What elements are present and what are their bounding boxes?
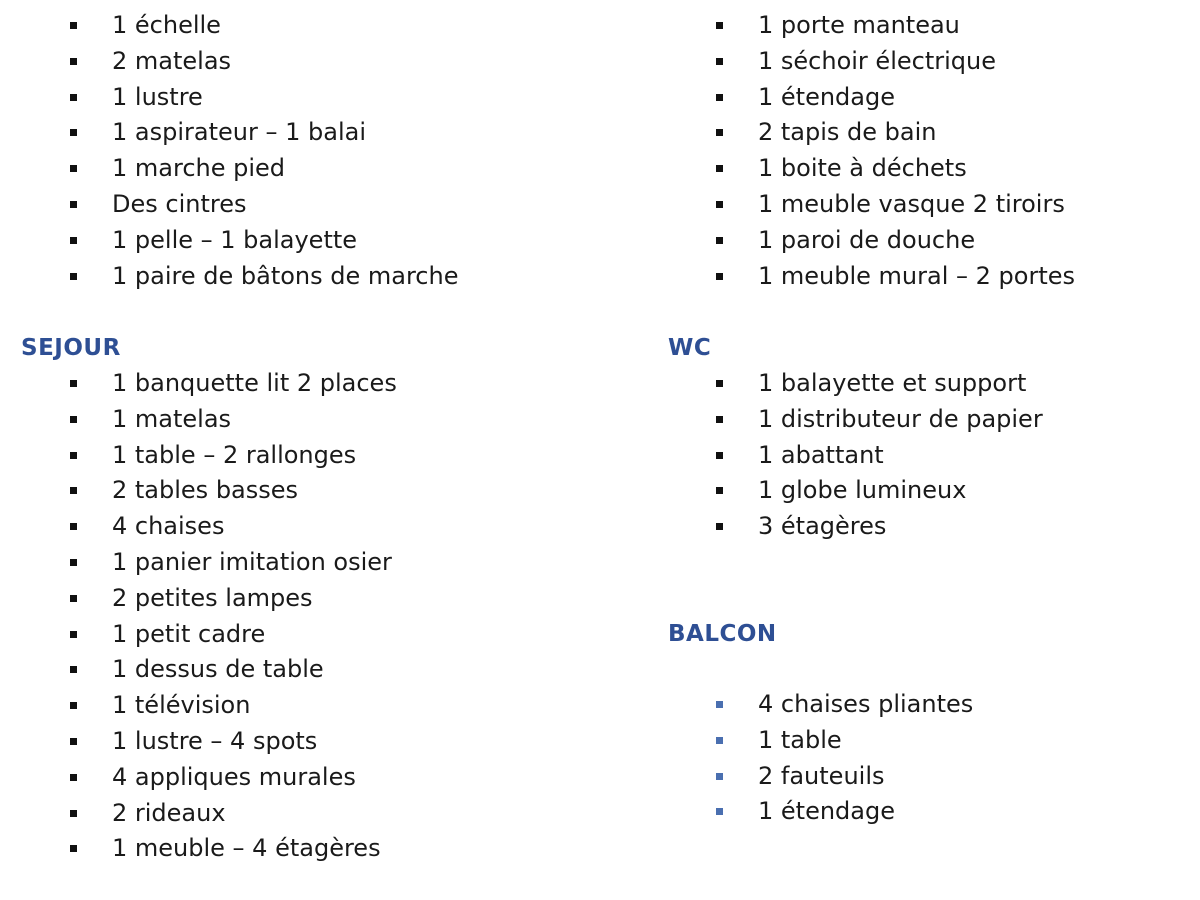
list-item-label: 1 porte manteau xyxy=(758,11,960,39)
square-bullet-icon xyxy=(70,380,77,387)
list-item xyxy=(0,760,397,796)
list-item xyxy=(0,187,458,223)
list-item-label: 1 paire de bâtons de marche xyxy=(112,261,459,290)
sejour-heading: SEJOUR xyxy=(21,335,121,361)
square-bullet-icon xyxy=(70,201,77,208)
list-item-label: 1 dessus de table xyxy=(112,655,324,684)
list-item xyxy=(0,545,397,581)
square-bullet-icon xyxy=(716,129,723,136)
list-item-label: Des cintres xyxy=(112,189,247,218)
square-bullet-icon xyxy=(716,452,723,459)
list-item-label: 1 échelle xyxy=(112,11,221,39)
square-bullet-icon xyxy=(70,416,77,423)
list-item-label: 2 rideaux xyxy=(112,798,226,827)
list-item-label: 1 boite à déchets xyxy=(758,154,967,183)
square-bullet-icon xyxy=(716,165,723,172)
square-bullet-icon xyxy=(716,773,723,780)
list-item-label: 1 banquette lit 2 places xyxy=(112,369,397,397)
list-item xyxy=(0,44,458,80)
list-item xyxy=(646,687,973,723)
balcon-heading: BALCON xyxy=(668,621,777,647)
list-item xyxy=(0,402,397,438)
list-item-label: 2 petites lampes xyxy=(112,583,313,612)
square-bullet-icon xyxy=(716,487,723,494)
list-item-label: 1 matelas xyxy=(112,404,232,433)
list-item-label: 1 pelle – 1 balayette xyxy=(112,225,358,254)
square-bullet-icon xyxy=(70,487,77,494)
square-bullet-icon xyxy=(716,237,723,244)
list-item xyxy=(646,187,1075,223)
square-bullet-icon xyxy=(70,129,77,136)
square-bullet-icon xyxy=(70,165,77,172)
list-item-label: 1 meuble – 4 étagères xyxy=(112,834,381,863)
square-bullet-icon xyxy=(716,273,723,280)
right-top-list xyxy=(646,8,1075,294)
list-item-label: 1 table – 2 rallonges xyxy=(112,440,357,469)
list-item xyxy=(646,438,1043,474)
list-item xyxy=(0,366,397,402)
list-item xyxy=(646,759,973,795)
square-bullet-icon xyxy=(716,523,723,530)
list-item xyxy=(0,151,458,187)
square-bullet-icon xyxy=(70,452,77,459)
list-item xyxy=(0,509,397,545)
square-bullet-icon xyxy=(70,94,77,101)
list-item xyxy=(646,151,1075,187)
square-bullet-icon xyxy=(70,273,77,280)
list-item xyxy=(646,473,1043,509)
list-item xyxy=(0,796,397,832)
list-item xyxy=(646,80,1075,116)
list-item xyxy=(0,8,458,44)
list-item-label: 2 matelas xyxy=(112,46,232,75)
list-item-label: 1 balayette et support xyxy=(758,369,1027,397)
list-item xyxy=(0,617,397,653)
square-bullet-icon xyxy=(70,774,77,781)
list-item-label: 1 marche pied xyxy=(112,154,286,183)
square-bullet-icon xyxy=(70,810,77,817)
square-bullet-icon xyxy=(716,201,723,208)
square-bullet-icon xyxy=(70,666,77,673)
left-top-list xyxy=(0,8,458,294)
list-item-label: 1 meuble mural – 2 portes xyxy=(758,261,1076,290)
list-item-label: 1 petit cadre xyxy=(112,619,266,648)
square-bullet-icon xyxy=(716,380,723,387)
list-item xyxy=(646,366,1043,402)
square-bullet-icon xyxy=(70,702,77,709)
list-item-label: 2 tables basses xyxy=(112,476,299,505)
list-item-label: 1 lustre xyxy=(112,82,203,111)
list-item-label: 2 fauteuils xyxy=(758,761,885,790)
square-bullet-icon xyxy=(716,58,723,65)
list-item-label: 4 chaises pliantes xyxy=(758,690,974,718)
list-item xyxy=(0,438,397,474)
list-item-label: 1 étendage xyxy=(758,797,895,826)
list-item-label: 4 appliques murales xyxy=(112,762,356,791)
square-bullet-icon xyxy=(70,22,77,29)
square-bullet-icon xyxy=(716,22,723,29)
list-item xyxy=(0,831,397,867)
square-bullet-icon xyxy=(70,845,77,852)
square-bullet-icon xyxy=(70,237,77,244)
list-item xyxy=(0,581,397,617)
list-item xyxy=(646,223,1075,259)
list-item-label: 1 panier imitation osier xyxy=(112,547,392,576)
square-bullet-icon xyxy=(70,738,77,745)
square-bullet-icon xyxy=(716,701,723,708)
square-bullet-icon xyxy=(70,523,77,530)
list-item xyxy=(0,473,397,509)
wc-list xyxy=(646,366,1043,545)
list-item-label: 1 lustre – 4 spots xyxy=(112,726,318,755)
list-item-label: 1 séchoir électrique xyxy=(758,46,996,75)
list-item-label: 1 aspirateur – 1 balai xyxy=(112,118,366,147)
square-bullet-icon xyxy=(70,559,77,566)
sejour-list xyxy=(0,366,397,867)
list-item xyxy=(0,652,397,688)
list-item-label: 1 abattant xyxy=(758,440,884,469)
wc-heading: WC xyxy=(668,335,712,361)
list-item-label: 1 étendage xyxy=(758,82,895,111)
list-item-label: 1 globe lumineux xyxy=(758,476,967,505)
square-bullet-icon xyxy=(70,58,77,65)
square-bullet-icon xyxy=(70,631,77,638)
square-bullet-icon xyxy=(716,808,723,815)
list-item xyxy=(646,44,1075,80)
list-item-label: 1 télévision xyxy=(112,691,251,720)
list-item-label: 4 chaises xyxy=(112,512,225,541)
list-item xyxy=(646,8,1075,44)
list-item xyxy=(0,115,458,151)
list-item xyxy=(646,509,1043,545)
list-item xyxy=(0,80,458,116)
list-item-label: 1 paroi de douche xyxy=(758,225,976,254)
list-item-label: 1 table xyxy=(758,725,842,754)
list-item xyxy=(646,402,1043,438)
list-item-label: 3 étagères xyxy=(758,512,887,541)
square-bullet-icon xyxy=(70,595,77,602)
list-item xyxy=(0,259,458,295)
square-bullet-icon xyxy=(716,737,723,744)
square-bullet-icon xyxy=(716,94,723,101)
list-item xyxy=(0,688,397,724)
list-item xyxy=(0,223,458,259)
square-bullet-icon xyxy=(716,416,723,423)
list-item-label: 1 distributeur de papier xyxy=(758,404,1043,433)
list-item-label: 1 meuble vasque 2 tiroirs xyxy=(758,189,1065,218)
list-item xyxy=(0,724,397,760)
list-item xyxy=(646,259,1075,295)
list-item xyxy=(646,723,973,759)
list-item xyxy=(646,115,1075,151)
list-item-label: 2 tapis de bain xyxy=(758,118,937,147)
balcon-list xyxy=(646,687,973,830)
list-item xyxy=(646,794,973,830)
